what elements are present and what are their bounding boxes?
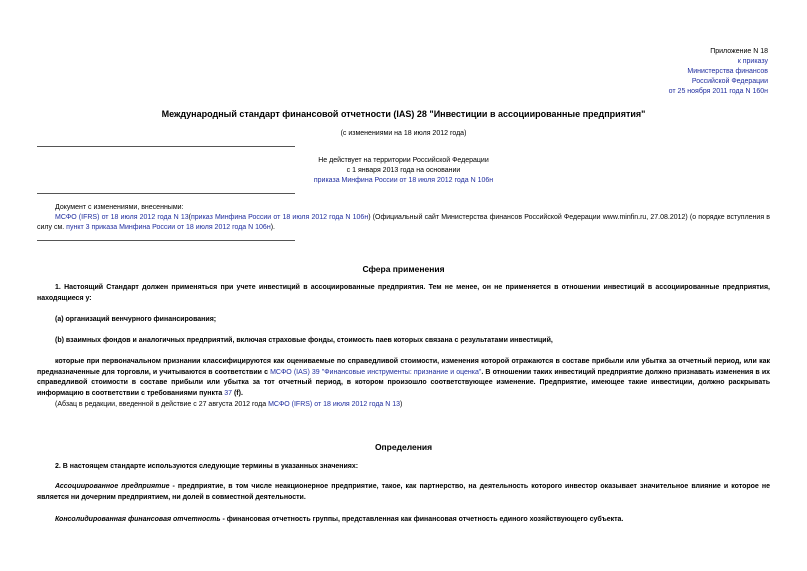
- changes-body: [37, 213, 770, 233]
- divider: [37, 146, 295, 147]
- paragraph-text: которые при первоначальном признании классифицируются как оцениваемые по справедливой стоимости, изменения которой отражаются в составе прибыли или убытка за отчетный период, или как предназначенные для торговли, и учитываются в соответствии с: [37, 358, 770, 376]
- amendment-note: [37, 400, 770, 411]
- divider: [37, 193, 295, 194]
- definition-text: - финансовая отчетность группы, представленная как финансовая отчетность единого хозяйствующего субъекта.: [220, 516, 624, 523]
- section-heading-scope: Сфера применения: [362, 264, 445, 274]
- divider: [37, 240, 295, 241]
- notice-order-link[interactable]: приказа Минфина России от 18 июля 2012 года N 106н: [313, 177, 494, 184]
- paragraph-continuation: [37, 357, 770, 399]
- changes-point3-link[interactable]: пункт 3 приказа Минфина России от 18 июля 2012 года N 106н: [66, 224, 271, 231]
- changes-text: ) (Официальный сайт Министерства финансов Российской Федерации www.minfin.ru, 27.08.2012) (о порядке вступления в силу см.: [37, 214, 770, 231]
- paragraph-a: (a) организаций венчурного финансирования;: [55, 316, 217, 323]
- paragraph-2: 2. В настоящем стандарте используются следующие термины в указанных значениях:: [55, 463, 359, 470]
- document-title: Международный стандарт финансовой отчетности (IAS) 28 "Инвестиции в ассоциированные предприятия": [161, 109, 646, 119]
- annex-block: [669, 47, 768, 97]
- definition-consolidated: [37, 515, 770, 526]
- paren: (: [188, 214, 191, 221]
- point37-link[interactable]: 37: [224, 389, 233, 397]
- ias39-link[interactable]: МСФО (IAS) 39 "Финансовые инструменты: признание и оценка": [270, 368, 482, 376]
- term-associate: Ассоциированное предприятие: [55, 483, 170, 490]
- changes-end: ).: [270, 224, 275, 231]
- definition-associate: [37, 482, 770, 503]
- paragraph-1: 1. Настоящий Стандарт должен применяться при учете инвестиций в ассоциированные предприятия. Тем не менее, он не применяется в отношении инвестиций в ассоциированные предприятия, находящиеся у:: [37, 284, 770, 302]
- section-heading-definitions: Определения: [374, 442, 433, 452]
- paragraph-text: . В отношении таких инвестиций предприятие должно признавать изменения в их справедливой стоимости в составе прибыли или убытка за тот отчетный период, в котором произошло соответствующее изменение. Предприятие, имеющее такие инвестиции, должно раскрывать информацию в соответствии с требованиями пункта: [37, 368, 771, 397]
- paragraph-text: (f).: [233, 389, 243, 397]
- changes-order-link[interactable]: приказ Минфина России от 18 июля 2012 года N 106н: [190, 214, 369, 221]
- note-text: (Абзац в редакции, введенной в действие с 27 августа 2012 года: [55, 401, 267, 408]
- annex-date-link[interactable]: от 25 ноября 2011 года N 160н: [668, 88, 768, 95]
- definition-text: - предприятие, в том числе неакционерное предприятие, такое, как партнерство, на деятельность которого инвестор оказывает значительное влияние и которое не является ни дочерним предприятием, ни долей в совместной деятельности.: [37, 483, 770, 501]
- changes-header: Документ с изменениями, внесенными:: [55, 204, 184, 211]
- notice-line-2: с 1 января 2013 года на основании: [346, 167, 461, 174]
- changes-ifrs13-link[interactable]: МСФО (IFRS) от 18 июля 2012 года N 13: [55, 214, 189, 221]
- term-consolidated: Консолидированная финансовая отчетность: [55, 516, 221, 523]
- note-end: ): [400, 401, 403, 408]
- annex-federation-link[interactable]: Российской Федерации: [691, 78, 768, 85]
- document-subtitle: (с изменениями на 18 июля 2012 года): [340, 130, 467, 137]
- annex-order-link[interactable]: к приказу: [737, 58, 768, 65]
- notice-line-1: Не действует на территории Российской Федерации: [318, 157, 489, 164]
- validity-notice: [0, 156, 807, 186]
- paragraph-b: (b) взаимных фондов и аналогичных предприятий, включая страховые фонды, стоимость паев которых связана с результатами инвестиций,: [55, 337, 553, 344]
- changes-block: [37, 203, 770, 233]
- annex-number: Приложение N 18: [710, 48, 768, 55]
- note-ifrs13-link[interactable]: МСФО (IFRS) от 18 июля 2012 года N 13: [268, 401, 401, 408]
- annex-ministry-link[interactable]: Министерства финансов: [687, 68, 768, 75]
